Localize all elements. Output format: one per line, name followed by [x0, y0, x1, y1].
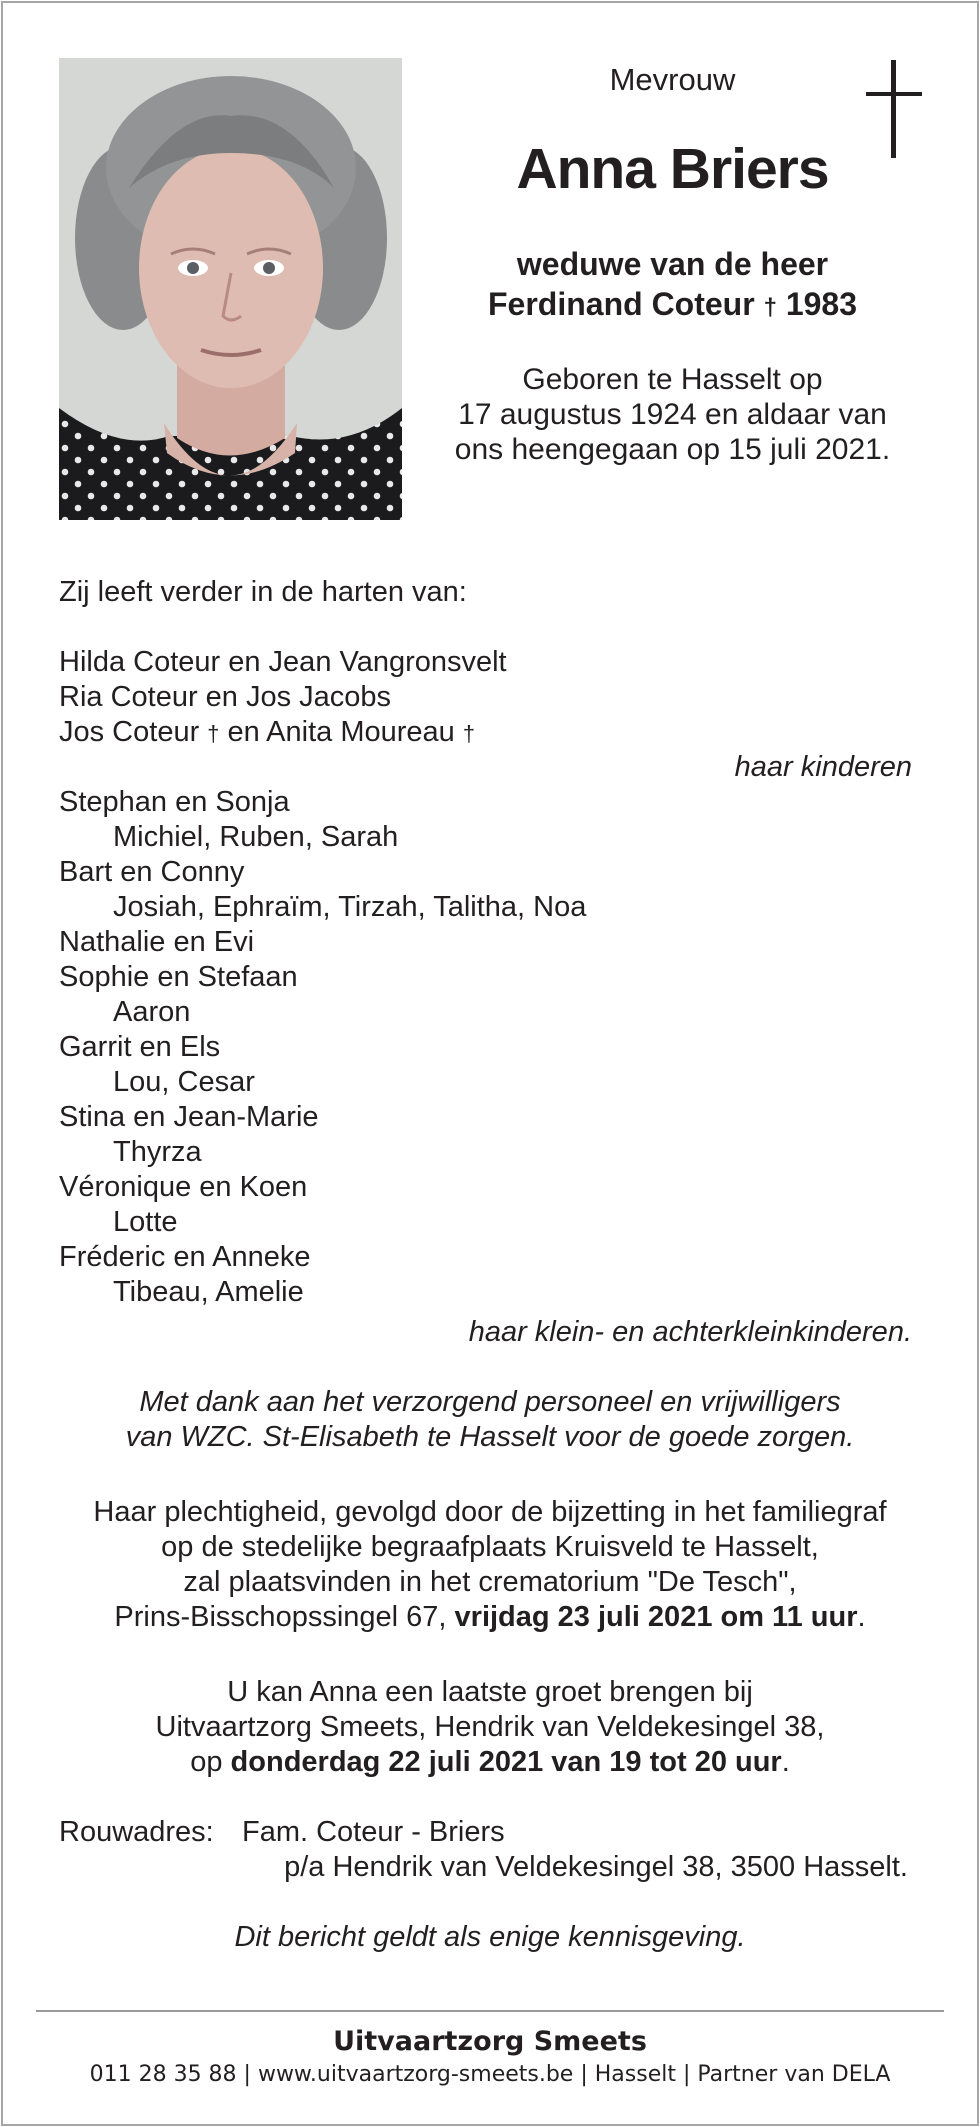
child-line: Hilda Coteur en Jean Vangronsvelt [59, 646, 507, 678]
deceased-name: Anna Briers [516, 137, 829, 201]
grandchild-line: Stephan en Sonja [59, 786, 290, 818]
great-grandchild-line: Josiah, Ephraïm, Tirzah, Talitha, Noa [113, 891, 587, 923]
grandchild-line: Bart en Conny [59, 856, 245, 888]
notice: Dit bericht geldt als enige kennisgeving. [234, 1921, 746, 1953]
funeral-home-contact: 011 28 35 88 | www.uitvaartzorg-smeets.be | Hasselt | Partner van DELA [89, 2062, 891, 2087]
spouse-name: Ferdinand Coteur [488, 286, 755, 322]
honorific: Mevrouw [609, 62, 736, 97]
ceremony-datetime: vrijdag 23 juli 2021 om 11 uur [454, 1601, 858, 1633]
visitation-line: U kan Anna een laatste groet brengen bij [227, 1676, 753, 1708]
visitation-prefix: op [190, 1746, 231, 1778]
grandchild-line: Garrit en Els [59, 1031, 221, 1063]
thanks-line: van WZC. St-Elisabeth te Hasselt voor de goede zorgen. [125, 1421, 855, 1453]
visitation-date-line [0, 1746, 980, 1779]
birth-death-info [435, 362, 910, 467]
spouse-line: weduwe van de heer [516, 246, 829, 282]
death-cross-icon: † [207, 721, 220, 746]
ceremony-line: op de stedelijke begraafplaats Kruisveld te Hasselt, [161, 1531, 819, 1563]
spouse-death-year: 1983 [785, 286, 857, 322]
death-cross-icon: † [462, 721, 475, 746]
child-line: Ria Coteur en Jos Jacobs [59, 681, 392, 713]
divider [36, 2010, 944, 2012]
punctuation: . [781, 1746, 790, 1778]
address-family: Fam. Coteur - Briers [242, 1816, 505, 1848]
death-cross-icon: † [763, 294, 777, 321]
grandchild-line: Sophie en Stefaan [59, 961, 298, 993]
great-grandchild-line: Tibeau, Amelie [113, 1276, 304, 1308]
great-grandchild-line: Aaron [113, 996, 191, 1028]
child-name: Jos Coteur [59, 716, 200, 748]
great-grandchild-line: Lou, Cesar [113, 1066, 255, 1098]
spouse-info [435, 244, 910, 328]
grandchild-line: Fréderic en Anneke [59, 1241, 311, 1273]
address-street: p/a Hendrik van Veldekesingel 38, 3500 Hasselt. [284, 1851, 908, 1883]
birth-line: Geboren te Hasselt op [522, 363, 823, 396]
grandchild-line: Stina en Jean-Marie [59, 1101, 319, 1133]
child-line [59, 716, 475, 749]
children-label: haar kinderen [734, 751, 912, 783]
ceremony-location: Prins-Bisschopssingel 67, [114, 1601, 455, 1633]
grandchildren-label: haar klein- en achterkleinkinderen. [468, 1316, 912, 1348]
ceremony-date-line [0, 1601, 980, 1634]
visitation-datetime: donderdag 22 juli 2021 van 19 tot 20 uur [230, 1746, 782, 1778]
thanks-line: Met dank aan het verzorgend personeel en vrijwilligers [139, 1386, 841, 1418]
portrait-illustration [59, 58, 402, 520]
birth-line: 17 augustus 1924 en aldaar van [458, 398, 887, 431]
spouse-name-line [435, 284, 910, 328]
visitation-line: Uitvaartzorg Smeets, Hendrik van Veldekesingel 38, [155, 1711, 825, 1743]
funeral-home-name: Uitvaartzorg Smeets [333, 2026, 647, 2057]
grandchild-line: Nathalie en Evi [59, 926, 255, 958]
great-grandchild-line: Michiel, Ruben, Sarah [113, 821, 399, 853]
grandchild-line: Véronique en Koen [59, 1171, 308, 1203]
ceremony-line: Haar plechtigheid, gevolgd door de bijzetting in het familiegraf [93, 1496, 887, 1528]
survivors-intro: Zij leeft verder in de harten van: [59, 576, 467, 608]
birth-line: ons heengegaan op 15 juli 2021. [454, 433, 891, 466]
ceremony-line: zal plaatsvinden in het crematorium "De Tesch", [183, 1566, 797, 1598]
great-grandchild-line: Lotte [113, 1206, 178, 1238]
portrait-photo [59, 58, 402, 520]
child-partner: en Anita Moureau [227, 716, 455, 748]
great-grandchild-line: Thyrza [113, 1136, 202, 1168]
address-label: Rouwadres: [59, 1816, 214, 1848]
punctuation: . [857, 1601, 866, 1633]
